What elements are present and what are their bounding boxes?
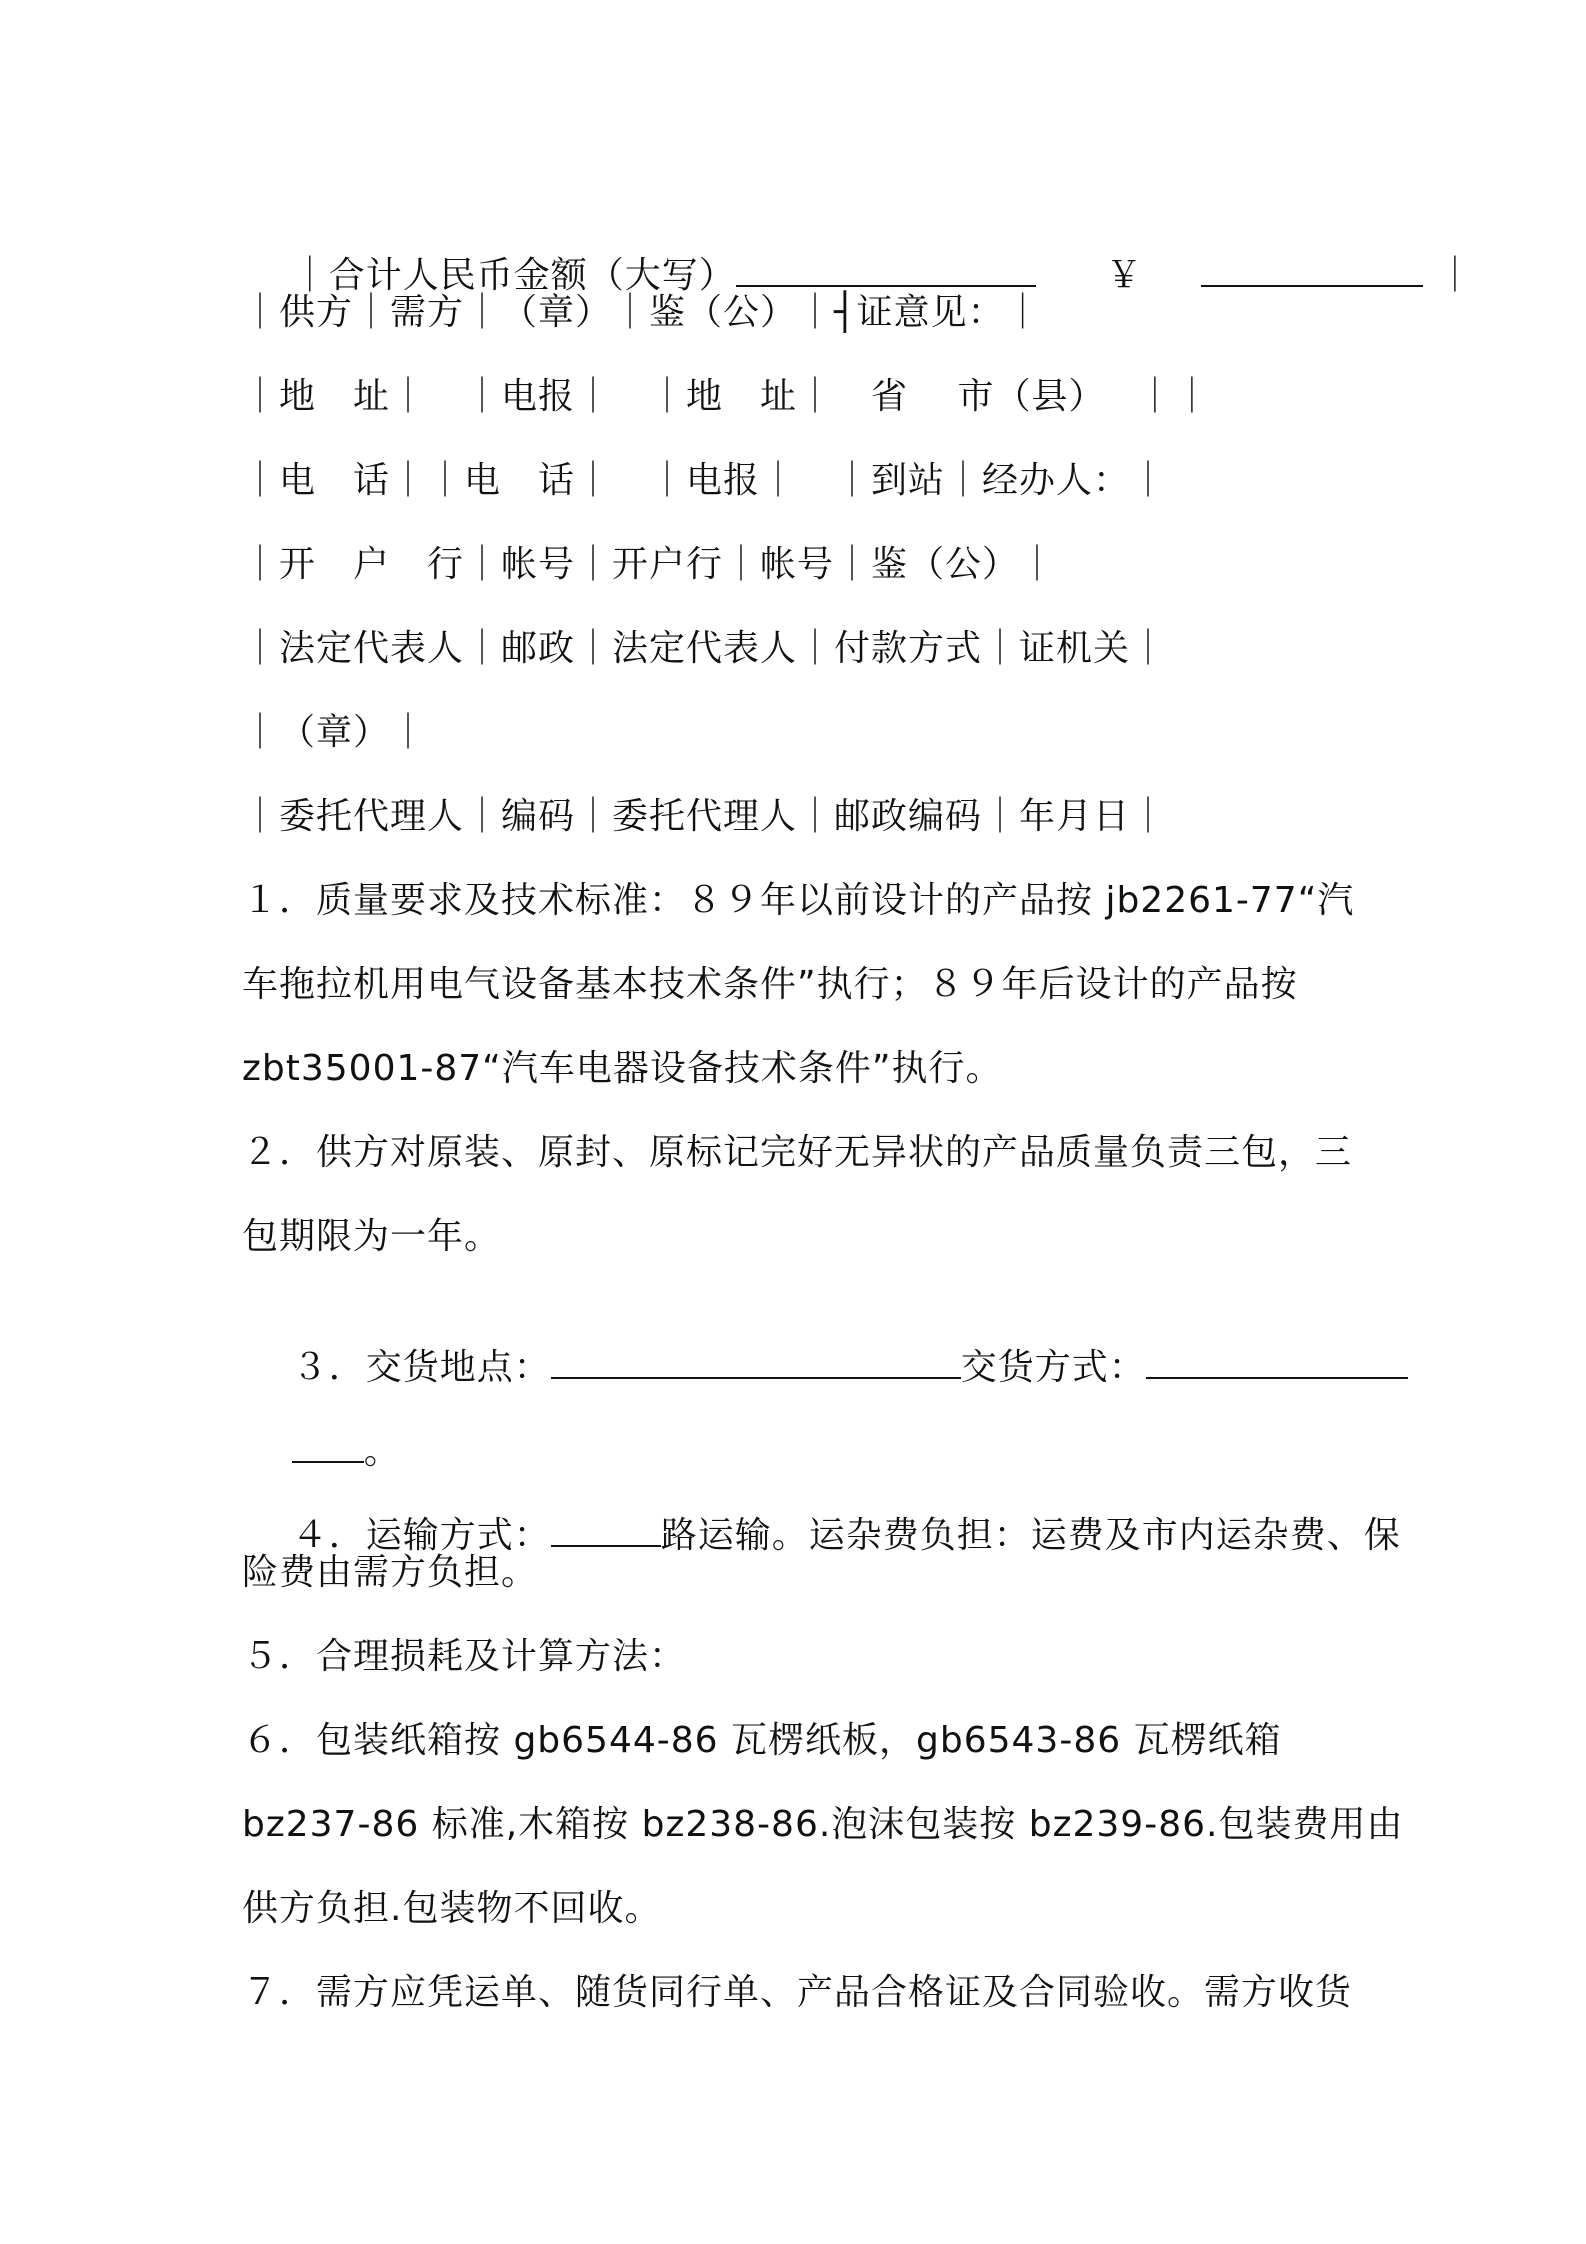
term-2-line-1: ２．供方对原装、原封、原标记完好无异状的产品质量负责三包，三	[242, 1132, 1353, 1173]
delivery-method-blank-cont[interactable]	[292, 1427, 364, 1463]
delivery-place-label: ３．交货地点：	[291, 1347, 551, 1388]
term-1-line-2: 车拖拉机用电气设备基本技术条件”执行；８９年后设计的产品按	[242, 964, 1298, 1005]
term-3-period: 。	[363, 1431, 401, 1472]
delivery-method-label: 交货方式：	[960, 1347, 1146, 1388]
term-6-line-3: 供方负担.包装物不回收。	[242, 1888, 662, 1929]
term-1-line-3: zbt35001-87“汽车电器设备技术条件”执行。	[242, 1048, 1003, 1089]
delivery-method-blank[interactable]	[1146, 1343, 1408, 1379]
transport-method-label: ４．运输方式：	[291, 1515, 551, 1556]
yen-sign: ￥	[1105, 255, 1143, 296]
form-row-seal: ｜（章）｜	[242, 712, 428, 753]
transport-cost-text: 路运输。运杂费负担：运费及市内运杂费、保	[660, 1515, 1401, 1556]
term-2-line-2: 包期限为一年。	[242, 1216, 502, 1257]
delivery-place-blank[interactable]	[551, 1343, 961, 1379]
form-row-address: ｜地 址｜ ｜电报｜ ｜地 址｜ 省 市（县） ｜｜	[242, 376, 1211, 417]
form-row-phone: ｜电 话｜｜电 话｜ ｜电报｜ ｜到站｜经办人：｜	[242, 460, 1168, 501]
term-6-line-1: ６．包装纸箱按 gb6544-86 瓦楞纸板，gb6543-86 瓦楞纸箱	[242, 1720, 1282, 1761]
term-3-line-1	[242, 1299, 1408, 1434]
term-6-line-2: bz237-86 标准,木箱按 bz238-86.泡沫包装按 bz239-86.包装费用由	[242, 1804, 1404, 1845]
total-amount-label: ｜合计人民币金额（大写）	[291, 255, 736, 296]
form-row-parties: ｜供方｜需方｜（章）｜鉴（公）｜┤证意见：｜	[242, 292, 1042, 333]
amount-figures-blank[interactable]	[1201, 251, 1423, 287]
term-4-line-2: 险费由需方负担。	[242, 1552, 539, 1593]
form-row-agent: ｜委托代理人｜编码｜委托代理人｜邮政编码｜年月日｜	[242, 796, 1168, 837]
amount-words-blank[interactable]	[736, 251, 1036, 287]
term-1-line-1: １．质量要求及技术标准：８９年以前设计的产品按 jb2261-77“汽	[242, 880, 1355, 921]
transport-method-blank[interactable]	[551, 1511, 661, 1547]
term-7-line-1: ７．需方应凭运单、随货同行单、产品合格证及合同验收。需方收货	[242, 1972, 1353, 2013]
row-end-bar: ｜	[1436, 255, 1474, 296]
form-row-bank: ｜开 户 行｜帐号｜开户行｜帐号｜鉴（公）｜	[242, 544, 1057, 585]
term-5: ５．合理损耗及计算方法：	[242, 1636, 687, 1677]
form-row-legal-rep: ｜法定代表人｜邮政｜法定代表人｜付款方式｜证机关｜	[242, 628, 1168, 669]
